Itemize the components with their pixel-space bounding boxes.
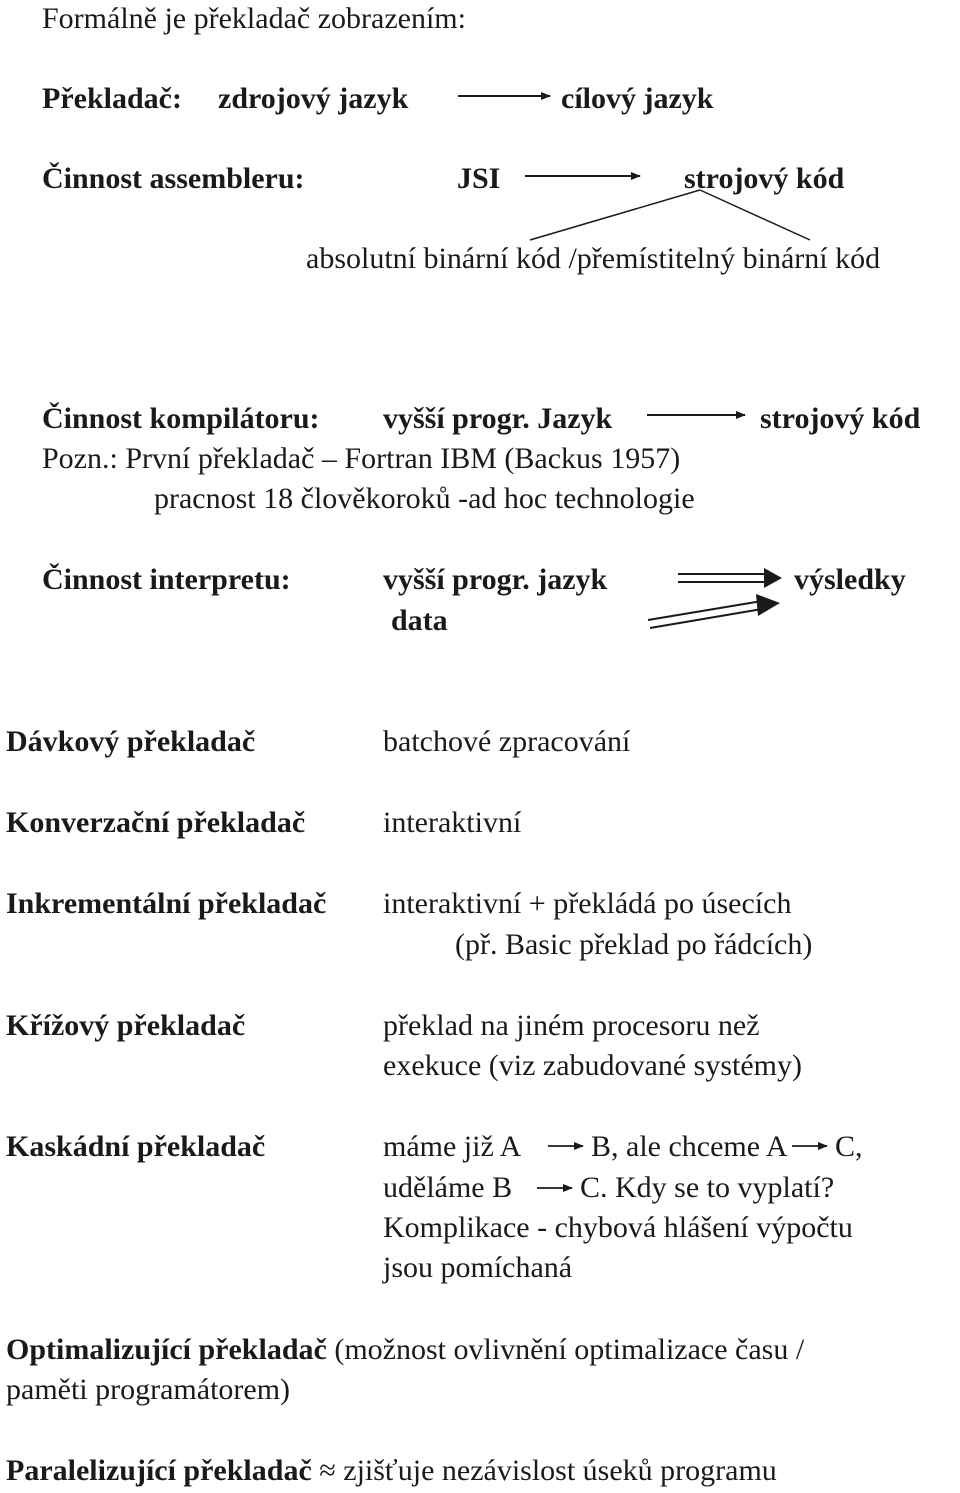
intro-text: Formálně je překladač zobrazením: [42, 2, 466, 35]
note-prefix: Pozn. [42, 442, 110, 475]
cascade-line1-c: C, [835, 1130, 863, 1163]
optimizing-desc-line2: paměti programátorem) [6, 1373, 291, 1406]
conversational-desc: interaktivní [383, 806, 522, 839]
optimizing-name: Optimalizující překladač [6, 1333, 327, 1366]
incremental-desc-line2: (př. Basic překlad po řádcích) [455, 928, 813, 961]
batch-desc: batchové zpracování [383, 725, 631, 758]
note-rest: : První překladač – Fortran IBM (Backus 1957) [109, 442, 681, 475]
cascade-line2-b: C. Kdy se to vyplatí? [580, 1171, 835, 1204]
data-arrowhead [756, 594, 780, 616]
cascade-line2-a: uděláme B [383, 1171, 513, 1204]
compiler-label: Činnost kompilátoru: [42, 402, 320, 435]
assembler-target: strojový kód [684, 162, 845, 195]
interpreter-source: vyšší progr. jazyk [383, 563, 608, 596]
branch-relocatable [700, 190, 810, 240]
branch-absolute [530, 190, 700, 240]
assembler-outputs: absolutní binární kód /přemístitelný binární kód [306, 242, 881, 275]
translator-label: Překladač: [42, 82, 182, 115]
optimizing-line1 [6, 1335, 804, 1365]
data-arrow-top [648, 601, 762, 620]
data-arrow-bottom [650, 609, 762, 628]
incremental-desc-line1: interaktivní + překládá po úsecích [383, 887, 792, 920]
cascade-line3: Komplikace - chybová hlášení výpočtu [383, 1211, 853, 1244]
cross-desc-line1: překlad na jiném procesoru než [383, 1009, 760, 1042]
compiler-note-line2: pracnost 18 člověkoroků -ad hoc technologie [154, 482, 695, 515]
interpreter-data: data [391, 604, 448, 637]
parallelizing-name: Paralelizující překladač [6, 1454, 312, 1487]
cross-desc-line2: exekuce (viz zabudované systémy) [383, 1049, 802, 1082]
cross-name: Křížový překladač [6, 1009, 246, 1042]
conversational-name: Konverzační překladač [6, 806, 306, 839]
compiler-source: vyšší progr. Jazyk [383, 402, 613, 435]
parallelizing-line [6, 1456, 777, 1486]
interpreter-target: výsledky [794, 563, 906, 596]
compiler-target: strojový kód [760, 402, 921, 435]
assembler-source: JSI [457, 162, 501, 195]
cascade-line4: jsou pomíchaná [383, 1251, 573, 1284]
compiler-note-line1 [42, 444, 680, 474]
approx-symbol: ≈ [319, 1454, 336, 1487]
optimizing-desc-line1: (možnost ovlivnění optimalizace času / [326, 1333, 805, 1366]
interpreter-arrowhead [764, 568, 782, 588]
parallelizing-desc: zjišťuje nezávislost úseků programu [343, 1454, 777, 1487]
cascade-name: Kaskádní překladač [6, 1130, 266, 1163]
assembler-label: Činnost assembleru: [42, 162, 305, 195]
batch-name: Dávkový překladač [6, 725, 256, 758]
interpreter-label: Činnost interpretu: [42, 563, 291, 596]
cascade-line1-a: máme již A [383, 1130, 522, 1163]
cascade-line1-b: B, ale chceme A [591, 1130, 788, 1163]
translator-target: cílový jazyk [561, 82, 714, 115]
incremental-name: Inkrementální překladač [6, 887, 327, 920]
translator-source: zdrojový jazyk [218, 82, 409, 115]
